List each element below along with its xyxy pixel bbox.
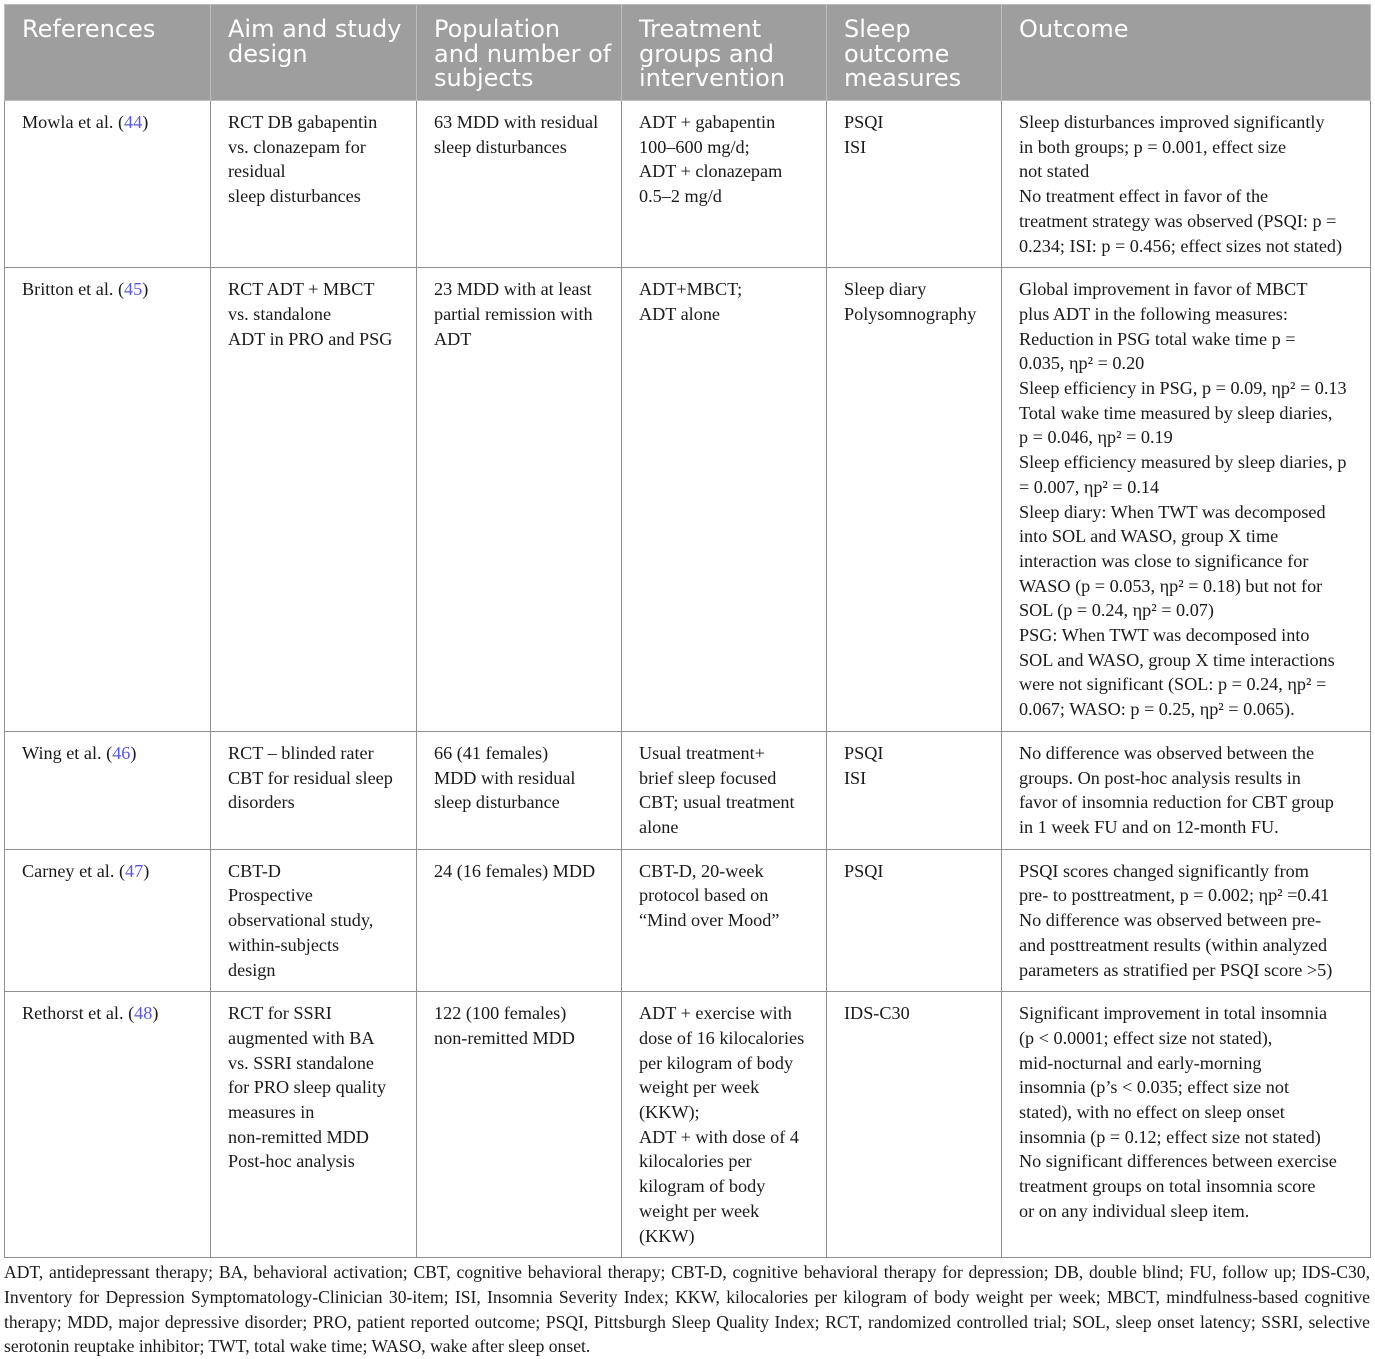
cell-line: p = 0.046, ηp² = 0.19 <box>1019 427 1173 448</box>
cell-line: RCT – blinded rater <box>228 742 374 763</box>
cell-population <box>417 849 622 992</box>
cell-line: ADT+MBCT; <box>639 279 743 300</box>
cell-population <box>417 101 622 268</box>
cell-line: for PRO sleep quality <box>228 1077 387 1098</box>
reference-link[interactable]: 48 <box>134 1003 153 1024</box>
cell-line: kilocalories per <box>639 1151 752 1172</box>
cell-line: not stated <box>1019 161 1090 182</box>
cell-line: RCT ADT + MBCT <box>228 279 375 300</box>
cell-measures <box>827 268 1002 732</box>
cell-line: Usual treatment+ <box>639 742 765 763</box>
header-outcome: Outcome <box>1002 5 1371 101</box>
cell-line: observational study, <box>228 910 374 931</box>
cell-line: 0.5–2 mg/d <box>639 186 722 207</box>
cell-aim <box>211 268 417 732</box>
cell-line: Polysomnography <box>844 303 977 324</box>
cell-line: in 1 week FU and on 12-month FU. <box>1019 816 1279 837</box>
header-row <box>5 5 1371 101</box>
table-row <box>5 268 1371 732</box>
cell-measures <box>827 992 1002 1258</box>
cell-line: in both groups; p = 0.001, effect size <box>1019 136 1287 157</box>
cell-line: ADT + with dose of 4 <box>639 1126 799 1147</box>
header-references: References <box>5 5 211 101</box>
cell-outcome <box>1002 101 1371 268</box>
header-sleep-measures: Sleep outcome measures <box>827 5 1002 101</box>
cell-line: vs. SSRI standalone <box>228 1052 375 1073</box>
reference-link[interactable]: 47 <box>125 860 144 881</box>
reference-link[interactable]: 44 <box>124 112 143 132</box>
cell-line: No difference was observed between the <box>1019 742 1315 763</box>
cell-line: protocol based on <box>639 885 769 906</box>
cell-treatment <box>622 101 827 268</box>
cell-line: residual <box>228 161 286 182</box>
cell-line: within-subjects <box>228 934 340 955</box>
cell-line: insomnia (p’s < 0.035; effect size not <box>1019 1077 1290 1098</box>
cell-line: 24 (16 females) MDD <box>434 860 596 881</box>
cell-line: PSQI scores changed significantly from <box>1019 860 1309 881</box>
cell-line: vs. clonazepam for <box>228 136 366 157</box>
cell-line: sleep disturbances <box>228 186 361 207</box>
cell-line: PSQI <box>844 112 884 132</box>
cell-line: vs. standalone <box>228 303 332 324</box>
cell-reference: Rethorst et al. (48) <box>5 992 211 1258</box>
cell-line: Significant improvement in total insomnia <box>1019 1003 1328 1024</box>
cell-line: groups. On post-hoc analysis results in <box>1019 767 1301 788</box>
cell-aim <box>211 101 417 268</box>
cell-line: No difference was observed between pre- <box>1019 910 1322 931</box>
cell-line: 23 MDD with at least <box>434 279 592 300</box>
cell-line: insomnia (p = 0.12; effect size not stated) <box>1019 1126 1321 1147</box>
cell-aim <box>211 849 417 992</box>
reference-author: Britton et al. <box>22 279 114 300</box>
cell-treatment <box>622 992 827 1258</box>
cell-line: ADT alone <box>639 303 720 324</box>
cell-line: parameters as stratified per PSQI score >5) <box>1019 959 1333 980</box>
cell-line: 0.035, ηp² = 0.20 <box>1019 353 1145 374</box>
cell-line: No treatment effect in favor of the <box>1019 186 1269 207</box>
cell-line: non-remitted MDD <box>228 1126 369 1147</box>
table-row <box>5 992 1371 1258</box>
table-row <box>5 101 1371 268</box>
cell-reference: Britton et al. (45) <box>5 268 211 732</box>
reference-link[interactable]: 45 <box>124 279 143 300</box>
cell-line: 0.067; WASO: p = 0.25, ηp² = 0.065). <box>1019 699 1295 720</box>
cell-line: = 0.007, ηp² = 0.14 <box>1019 476 1160 497</box>
cell-line: Post-hoc analysis <box>228 1151 355 1172</box>
cell-line: Reduction in PSG total wake time p = <box>1019 328 1296 349</box>
cell-line: PSQI <box>844 742 884 763</box>
cell-line: weight per week <box>639 1077 760 1098</box>
header-population: Population and number of subjects <box>417 5 622 101</box>
cell-line: CBT-D, 20-week <box>639 860 764 881</box>
cell-line: per kilogram of body <box>639 1052 794 1073</box>
cell-reference: Wing et al. (46) <box>5 731 211 849</box>
cell-line: pre- to posttreatment, p = 0.002; ηp² =0.41 <box>1019 885 1330 906</box>
cell-line: 66 (41 females) <box>434 742 549 763</box>
table-row <box>5 849 1371 992</box>
cell-line: ADT in PRO and PSG <box>228 328 393 349</box>
cell-line: Sleep diary <box>844 279 927 300</box>
cell-line: CBT for residual sleep <box>228 767 393 788</box>
cell-line: No significant differences between exercise <box>1019 1151 1337 1172</box>
cell-line: 122 (100 females) <box>434 1003 567 1024</box>
cell-line: favor of insomnia reduction for CBT group <box>1019 792 1334 813</box>
cell-line: stated), with no effect on sleep onset <box>1019 1102 1285 1123</box>
cell-line: (KKW) <box>639 1225 695 1246</box>
cell-treatment <box>622 731 827 849</box>
reference-author: Wing et al. <box>22 742 102 763</box>
cell-line: into SOL and WASO, group X time <box>1019 526 1279 547</box>
cell-line: design <box>228 959 276 980</box>
cell-line: ISI <box>844 136 867 157</box>
cell-line: CBT; usual treatment <box>639 792 795 813</box>
cell-line: MDD with residual <box>434 767 576 788</box>
cell-aim <box>211 731 417 849</box>
study-table <box>4 4 1371 1258</box>
cell-outcome <box>1002 268 1371 732</box>
cell-line: ADT <box>434 328 472 349</box>
cell-line: PSQI <box>844 860 884 881</box>
cell-line: ADT + gabapentin <box>639 112 776 132</box>
header-aim-design: Aim and study design <box>211 5 417 101</box>
cell-line: PSG: When TWT was decomposed into <box>1019 625 1310 646</box>
cell-line: or on any individual sleep item. <box>1019 1200 1250 1221</box>
cell-line: weight per week <box>639 1200 760 1221</box>
cell-line: Global improvement in favor of MBCT <box>1019 279 1308 300</box>
cell-line: plus ADT in the following measures: <box>1019 303 1288 324</box>
cell-line: augmented with BA <box>228 1027 375 1048</box>
cell-line: Total wake time measured by sleep diaries, <box>1019 402 1333 423</box>
cell-line: SOL and WASO, group X time interactions <box>1019 649 1335 670</box>
cell-line: Prospective <box>228 885 313 906</box>
cell-line: (p < 0.0001; effect size not stated), <box>1019 1027 1273 1048</box>
cell-line: IDS-C30 <box>844 1003 910 1024</box>
table-footnote: ADT, antidepressant therapy; BA, behavioral activation; CBT, cognitive behavioral therapy; CBT-D, cognitive behavioral therapy for depression; DB, double blind; FU, follow up; IDS-C30, Inventory for Depression Symptomatology-Clinician 30-item; ISI, Insomnia Severity Index; KKW, kilocalories per kilogram of body weight per week; MBCT, mindfulness-based cognitive therapy; MDD, major depressive disorder; PRO, patient reported outcome; PSQI, Pittsburgh Sleep Quality Index; RCT, randomized controlled trial; SOL, sleep onset latency; SSRI, selective serotonin reuptake inhibitor; TWT, total wake time; WASO, wake after sleep onset. <box>4 1262 1370 1357</box>
cell-outcome <box>1002 849 1371 992</box>
table-row <box>5 731 1371 849</box>
cell-line: non-remitted MDD <box>434 1027 575 1048</box>
cell-line: partial remission with <box>434 303 593 324</box>
cell-line: mid-nocturnal and early-morning <box>1019 1052 1262 1073</box>
cell-line: RCT DB gabapentin <box>228 112 378 132</box>
cell-line: sleep disturbances <box>434 136 567 157</box>
cell-line: CBT-D <box>228 860 281 881</box>
cell-line: Sleep efficiency measured by sleep diaries, p <box>1019 452 1347 473</box>
cell-population <box>417 731 622 849</box>
cell-line: treatment groups on total insomnia score <box>1019 1176 1316 1197</box>
cell-outcome <box>1002 992 1371 1258</box>
cell-line: Sleep disturbances improved significantly <box>1019 112 1325 132</box>
cell-measures <box>827 731 1002 849</box>
cell-line: WASO (p = 0.053, ηp² = 0.18) but not for <box>1019 575 1323 596</box>
cell-population <box>417 268 622 732</box>
cell-line: treatment strategy was observed (PSQI: p = <box>1019 210 1337 231</box>
cell-line: Sleep diary: When TWT was decomposed <box>1019 501 1326 522</box>
cell-line: SOL (p = 0.24, ηp² = 0.07) <box>1019 600 1214 621</box>
cell-line: dose of 16 kilocalories <box>639 1027 805 1048</box>
cell-reference: Mowla et al. (44) <box>5 101 211 268</box>
table-body <box>5 101 1371 1258</box>
reference-author: Mowla et al. <box>22 112 114 132</box>
cell-line: “Mind over Mood” <box>639 910 780 931</box>
cell-line: (KKW); <box>639 1102 700 1123</box>
cell-line: measures in <box>228 1102 315 1123</box>
cell-reference: Carney et al. (47) <box>5 849 211 992</box>
reference-author: Carney et al. <box>22 860 115 881</box>
cell-line: Sleep efficiency in PSG, p = 0.09, ηp² = 0.13 <box>1019 378 1347 399</box>
cell-line: ADT + clonazepam <box>639 161 783 182</box>
cell-measures <box>827 101 1002 268</box>
cell-aim <box>211 992 417 1258</box>
cell-line: 0.234; ISI: p = 0.456; effect sizes not stated) <box>1019 235 1343 256</box>
cell-line: ISI <box>844 767 867 788</box>
cell-outcome <box>1002 731 1371 849</box>
header-treatment: Treatment groups and intervention <box>622 5 827 101</box>
cell-treatment <box>622 268 827 732</box>
cell-line: kilogram of body <box>639 1176 766 1197</box>
cell-line: sleep disturbance <box>434 792 560 813</box>
cell-line: 100–600 mg/d; <box>639 136 750 157</box>
cell-line: disorders <box>228 792 295 813</box>
reference-author: Rethorst et al. <box>22 1003 124 1024</box>
cell-treatment <box>622 849 827 992</box>
cell-line: brief sleep focused <box>639 767 777 788</box>
cell-line: alone <box>639 816 679 837</box>
cell-population <box>417 992 622 1258</box>
cell-line: ADT + exercise with <box>639 1003 792 1024</box>
cell-line: RCT for SSRI <box>228 1003 332 1024</box>
cell-measures <box>827 849 1002 992</box>
table-container <box>4 4 1370 1258</box>
cell-line: interaction was close to significance for <box>1019 550 1309 571</box>
reference-link[interactable]: 46 <box>112 742 131 763</box>
cell-line: were not significant (SOL: p = 0.24, ηp² = <box>1019 674 1327 695</box>
cell-line: 63 MDD with residual <box>434 112 599 132</box>
cell-line: and posttreatment results (within analyzed <box>1019 934 1328 955</box>
